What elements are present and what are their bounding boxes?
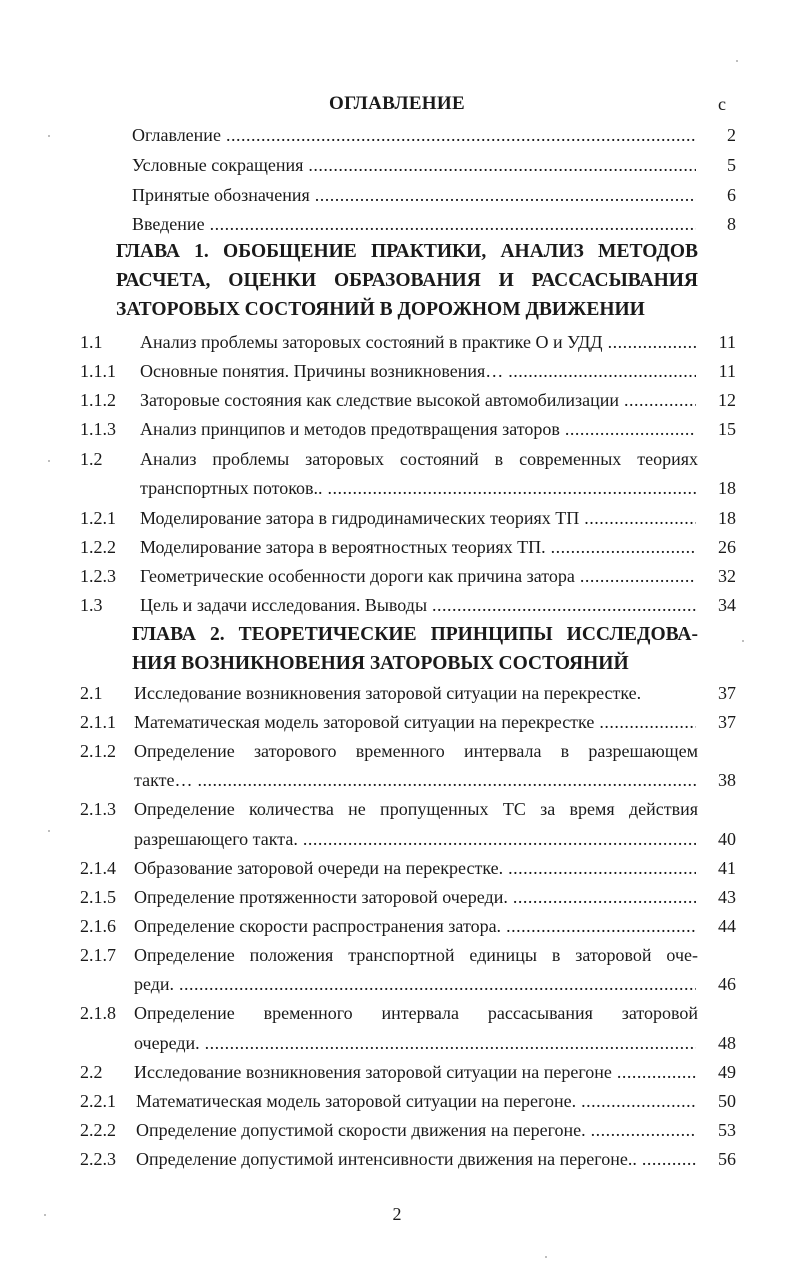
toc-entry-page: 18 — [718, 478, 736, 498]
toc-entry-label: очереди. ..... — [134, 1028, 696, 1058]
toc-entry[interactable] — [80, 532, 736, 562]
toc-entry[interactable] — [80, 1144, 736, 1174]
toc-entry-number: 2.2.1 — [80, 1091, 116, 1111]
toc-entry-number: 1.1 — [80, 332, 103, 352]
toc-entry[interactable] — [80, 940, 736, 970]
toc-entry-page: 11 — [718, 361, 736, 381]
toc-entry-page: 49 — [718, 1062, 736, 1082]
toc-entry-continuation[interactable] — [80, 473, 736, 503]
chapter-heading-line: ГЛАВА 1. ОБОБЩЕНИЕ ПРАКТИКИ, АНАЛИЗ МЕТОДОВ — [116, 241, 698, 262]
toc-entry-label: Условные сокращения ..... — [132, 150, 696, 180]
toc-entry-number: 2.2.3 — [80, 1149, 116, 1169]
toc-entry-label: Определение количества не пропущенных ТС за время действия — [134, 799, 698, 819]
toc-entry[interactable] — [80, 1086, 736, 1116]
toc-entry-label: Принятые обозначения ..... — [132, 180, 696, 210]
toc-entry-number: 1.1.2 — [80, 390, 116, 410]
toc-entry-label: Анализ проблемы заторовых состояний в современных теориях — [140, 449, 698, 469]
toc-entry-number: 2.1.1 — [80, 712, 116, 732]
page-column-label: с — [718, 94, 726, 114]
toc-entry[interactable] — [80, 561, 736, 591]
toc-entry[interactable] — [80, 998, 736, 1028]
toc-entry-page: 40 — [718, 829, 736, 849]
toc-entry-label: Определение временного интервала рассасывания заторовой — [134, 1003, 698, 1023]
chapter-2-heading[interactable] — [132, 620, 698, 678]
toc-entry[interactable] — [80, 853, 736, 883]
toc-entry-number: 1.2.2 — [80, 537, 116, 557]
toc-entry-continuation[interactable] — [80, 824, 736, 854]
toc-entry[interactable] — [80, 678, 736, 708]
toc-entry-continuation[interactable] — [80, 1028, 736, 1058]
toc-entry-page: 50 — [718, 1091, 736, 1111]
toc-entry[interactable] — [80, 356, 736, 386]
toc-entry-label: разрешающего такта. ..... — [134, 824, 696, 854]
scan-speck — [545, 1256, 547, 1258]
toc-entry-number: 2.1.3 — [80, 799, 116, 819]
toc-entry-page: 41 — [718, 858, 736, 878]
toc-entry-number: 2.1.5 — [80, 887, 116, 907]
chapter-heading-line: РАСЧЕТА, ОЦЕНКИ ОБРАЗОВАНИЯ И РАССАСЫВАНИЯ — [116, 270, 698, 291]
toc-entry[interactable] — [80, 882, 736, 912]
chapter-heading-line: ГЛАВА 2. ТЕОРЕТИЧЕСКИЕ ПРИНЦИПЫ ИССЛЕДОВА- — [132, 624, 698, 645]
toc-entry[interactable] — [80, 794, 736, 824]
toc-entry-number: 2.1.6 — [80, 916, 116, 936]
toc-entry-page: 18 — [718, 508, 736, 528]
toc-entry-number: 2.1 — [80, 683, 103, 703]
toc-entry-label: Моделирование затора в гидродинамических теориях ТП ..... — [140, 503, 696, 533]
toc-entry-page: 15 — [718, 419, 736, 439]
toc-entry-label: Образование заторовой очереди на перекрестке. ..... — [134, 853, 696, 883]
toc-entry-page: 53 — [718, 1120, 736, 1140]
toc-entry-number: 2.2.2 — [80, 1120, 116, 1140]
toc-entry-label: такте… ..... — [134, 765, 696, 795]
toc-entry[interactable] — [80, 590, 736, 620]
toc-entry-page: 5 — [727, 155, 736, 175]
toc-entry-number: 2.1.2 — [80, 741, 116, 761]
toc-entry-page: 34 — [718, 595, 736, 615]
toc-entry-label: Заторовые состояния как следствие высокой автомобилизации ..... — [140, 385, 696, 415]
toc-entry-page: 43 — [718, 887, 736, 907]
toc-entry-page: 44 — [718, 916, 736, 936]
toc-entry-page: 2 — [727, 125, 736, 145]
toc-entry-label: Исследование возникновения заторовой ситуации на перегоне ..... — [134, 1057, 696, 1087]
toc-entry-label: Основные понятия. Причины возникновения… ..... — [140, 356, 696, 386]
toc-entry-page: 32 — [718, 566, 736, 586]
toc-entry-page: 6 — [727, 185, 736, 205]
toc-entry-number: 1.2.3 — [80, 566, 116, 586]
toc-entry-label: Определение положения транспортной единицы в заторовой оче- — [134, 945, 698, 965]
toc-entry-label: Определение допустимой интенсивности движения на перегоне.. ..... — [136, 1144, 696, 1174]
toc-entry-label: Оглавление ..... — [132, 120, 696, 150]
toc-entry-continuation[interactable] — [80, 969, 736, 999]
chapter-heading-line: НИЯ ВОЗНИКНОВЕНИЯ ЗАТОРОВЫХ СОСТОЯНИЙ — [132, 653, 629, 674]
toc-entry-number: 2.1.4 — [80, 858, 116, 878]
toc-entry-label: Определение протяженности заторовой очереди. ..... — [134, 882, 696, 912]
toc-entry-label: Математическая модель заторовой ситуации на перекрестке ..... — [134, 707, 696, 737]
toc-entry[interactable] — [80, 150, 736, 180]
toc-entry-label: Математическая модель заторовой ситуации на перегоне. ..... — [136, 1086, 696, 1116]
toc-entry[interactable] — [80, 414, 736, 444]
toc-entry-number: 2.1.8 — [80, 1003, 116, 1023]
toc-entry-label: Исследование возникновения заторовой ситуации на перекрестке. — [134, 683, 642, 703]
toc-entry[interactable] — [80, 707, 736, 737]
toc-entry[interactable] — [80, 180, 736, 210]
toc-entry-page: 26 — [718, 537, 736, 557]
toc-entry[interactable] — [80, 209, 736, 239]
chapter-heading-line: ЗАТОРОВЫХ СОСТОЯНИЙ В ДОРОЖНОМ ДВИЖЕНИИ — [116, 299, 645, 320]
chapter-1-heading[interactable] — [116, 237, 698, 324]
toc-entry-label: Введение ..... — [132, 209, 696, 239]
toc-entry[interactable] — [80, 911, 736, 941]
toc-entry-label: Цель и задачи исследования. Выводы ..... — [140, 590, 696, 620]
toc-entry-page: 37 — [718, 712, 736, 732]
toc-entry-continuation[interactable] — [80, 765, 736, 795]
toc-entry-number: 1.3 — [80, 595, 103, 615]
toc-entry[interactable] — [80, 120, 736, 150]
toc-entry-label: Анализ принципов и методов предотвращения заторов ..... — [140, 414, 696, 444]
toc-entry-label: Моделирование затора в вероятностных теориях ТП. ..... — [140, 532, 696, 562]
toc-entry[interactable] — [80, 503, 736, 533]
toc-entry-label: транспортных потоков.. ..... — [140, 473, 696, 503]
toc-entry-page: 37 — [718, 683, 736, 703]
toc-entry-label: Геометрические особенности дороги как причина затора ..... — [140, 561, 696, 591]
toc-entry[interactable] — [80, 1057, 736, 1087]
scan-speck — [44, 1214, 46, 1216]
toc-entry-label: Определение допустимой скорости движения на перегоне. ..... — [136, 1115, 696, 1145]
toc-entry[interactable] — [80, 1115, 736, 1145]
toc-entry-number: 1.2.1 — [80, 508, 116, 528]
toc-entry-label: Определение заторового временного интервала в разрешающем — [134, 741, 698, 761]
scan-speck — [48, 830, 50, 832]
toc-entry[interactable] — [80, 327, 736, 357]
toc-entry-label: Анализ проблемы заторовых состояний в практике О и УДД ..... — [140, 327, 696, 357]
toc-entry-page: 38 — [718, 770, 736, 790]
toc-entry-number: 2.2 — [80, 1062, 103, 1082]
toc-entry-page: 12 — [718, 390, 736, 410]
toc-entry-number: 1.2 — [80, 449, 103, 469]
scan-speck — [736, 60, 738, 62]
page-title: ОГЛАВЛЕНИЕ — [329, 93, 465, 114]
toc-entry-number: 1.1.3 — [80, 419, 116, 439]
toc-entry-page: 8 — [727, 214, 736, 234]
page-number: 2 — [392, 1204, 402, 1224]
scan-speck — [48, 460, 50, 462]
toc-entry[interactable] — [80, 736, 736, 766]
toc-entry[interactable] — [80, 385, 736, 415]
toc-entry-label: Определение скорости распространения затора. ..... — [134, 911, 696, 941]
toc-entry-page: 46 — [718, 974, 736, 994]
toc-entry[interactable] — [80, 444, 736, 474]
scan-speck — [48, 135, 50, 137]
toc-entry-number: 1.1.1 — [80, 361, 116, 381]
scan-speck — [742, 640, 744, 642]
toc-entry-page: 11 — [718, 332, 736, 352]
toc-entry-page: 56 — [718, 1149, 736, 1169]
toc-entry-label: реди. ..... — [134, 969, 696, 999]
toc-entry-page: 48 — [718, 1033, 736, 1053]
toc-entry-number: 2.1.7 — [80, 945, 116, 965]
